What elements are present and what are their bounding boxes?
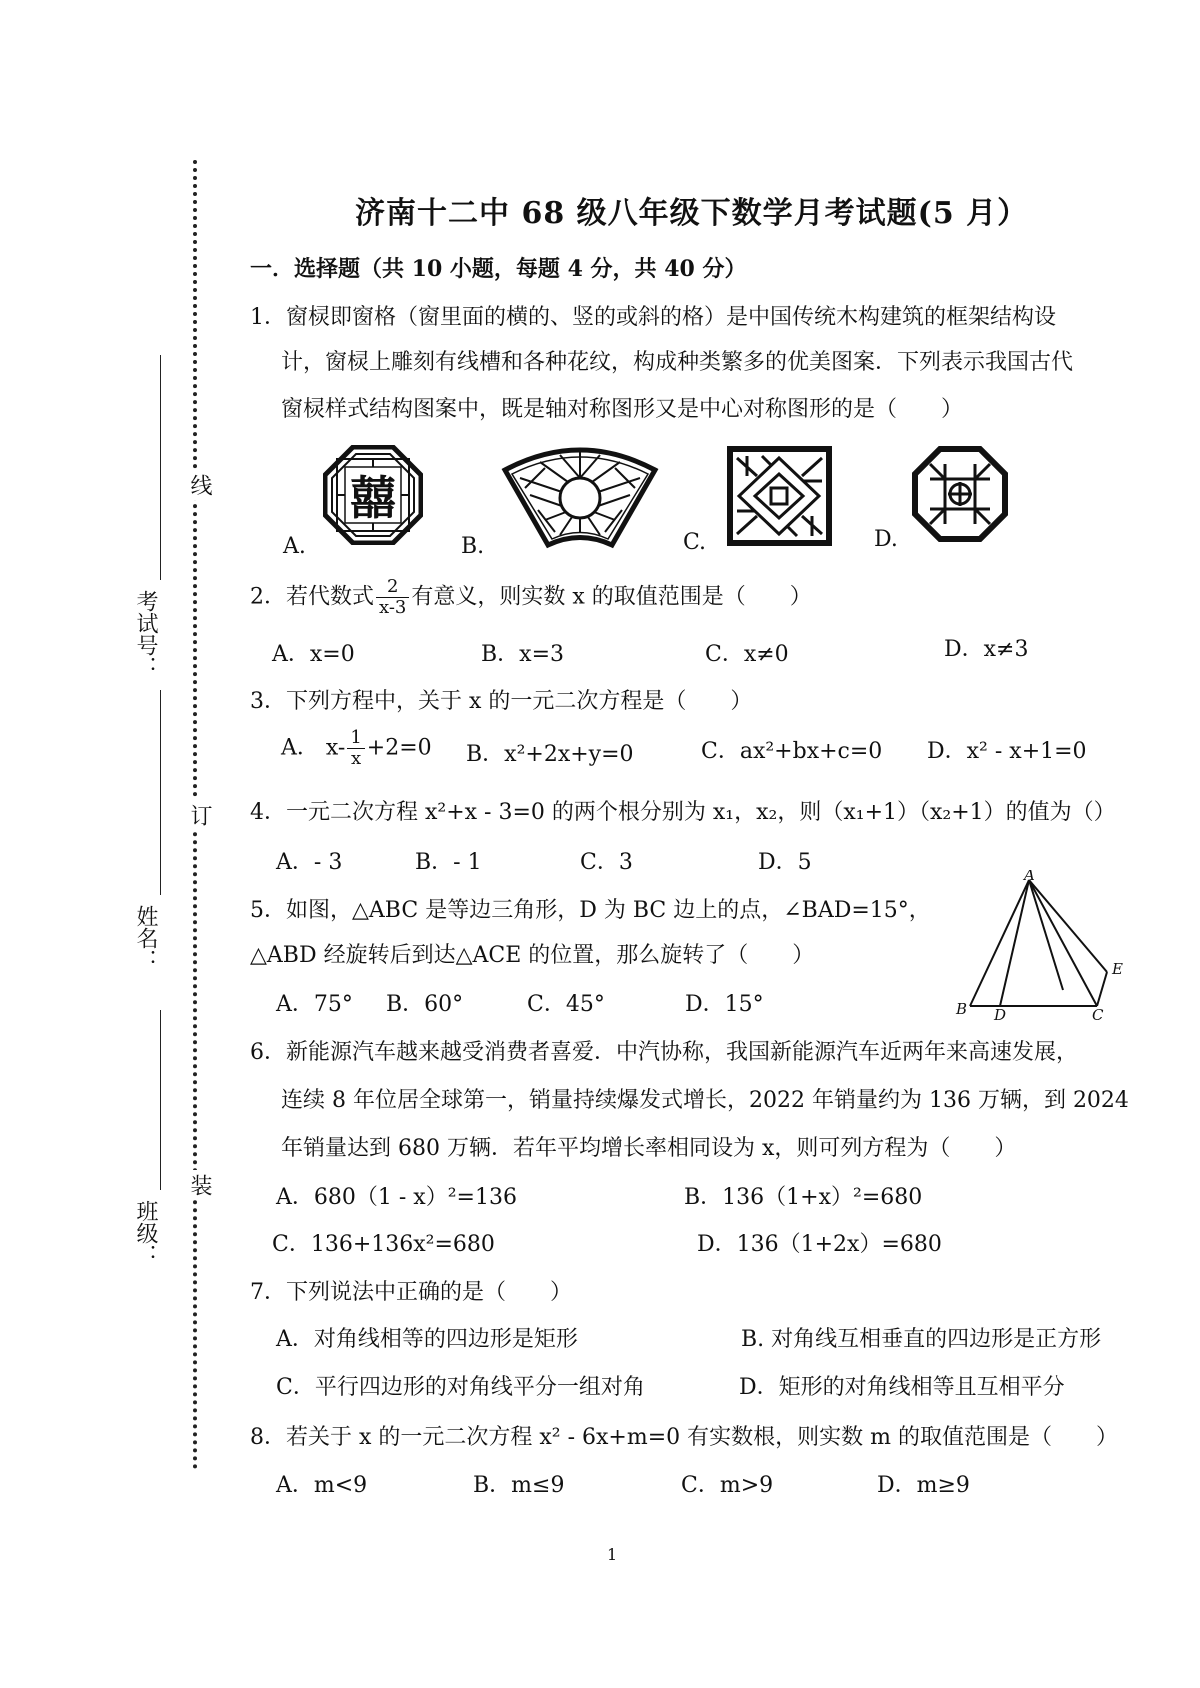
- q1-figure-d-octagon-grid-pattern: [912, 446, 1008, 542]
- q5-label-e: E: [1112, 960, 1123, 978]
- q1-figure-b-fan-pattern: [500, 440, 660, 550]
- q2-stem: [250, 577, 812, 618]
- q3-option-c: C．ax²+bx+c=0: [701, 739, 883, 764]
- q5-label-c: C: [1092, 1006, 1104, 1020]
- q7-option-b: B. 对角线互相垂直的四边形是正方形: [741, 1327, 1102, 1352]
- q2-option-c: C．x≠0: [705, 642, 789, 667]
- q1-line3: 窗棂样式结构图案中，既是轴对称图形又是中心对称图形的是（ ）: [281, 397, 964, 422]
- q6-option-a: A．680（1 - x）²=136: [276, 1185, 517, 1210]
- name-blank[interactable]: [160, 690, 161, 895]
- q6-line2: 连续 8 年位居全球第一，销量持续爆发式增长，2022 年销量约为 136 万辆，到 2024: [281, 1088, 1129, 1113]
- q2-fraction: [376, 577, 409, 618]
- q5-label-b: B: [956, 1000, 968, 1018]
- exam-number-blank[interactable]: [160, 355, 161, 580]
- q3-option-a-pre: A． x-: [281, 735, 346, 761]
- class-blank[interactable]: [160, 1010, 161, 1190]
- q2-fraction-denominator: x-3: [379, 596, 407, 618]
- q7-option-c: C．平行四边形的对角线平分一组对角: [276, 1375, 645, 1400]
- q4-stem: 4．一元二次方程 x²+x - 3=0 的两个根分别为 x₁，x₂，则（x₁+1）（x₂+1）的值为（）: [250, 800, 1116, 825]
- q5-label-d: D: [994, 1006, 1007, 1020]
- q5-option-d: D．15°: [685, 992, 764, 1017]
- q7-stem: 7．下列说法中正确的是（ ）: [250, 1280, 572, 1305]
- q4-option-b: B．- 1: [415, 850, 482, 875]
- q6-line3: 年销量达到 680 万辆．若年平均增长率相同设为 x，则可列方程为（ ）: [281, 1136, 1017, 1161]
- q1-option-b: B.: [461, 534, 485, 559]
- q6-option-d: D．136（1+2x）=680: [697, 1232, 942, 1257]
- binding-label-zhuang: 装: [184, 1170, 215, 1200]
- q3-option-a-fraction: [347, 728, 364, 769]
- q1-line1: 1．窗棂即窗格（窗里面的横的、竖的或斜的格）是中国传统木构建筑的框架结构设: [250, 305, 1056, 330]
- q4-option-d: D．5: [758, 850, 812, 875]
- q8-option-d: D．m≥9: [877, 1473, 970, 1498]
- q1-option-c: C.: [683, 530, 707, 555]
- page-title: 济南十二中 68 级八年级下数学月考试题(5 月）: [355, 196, 1029, 231]
- q3-option-d: D．x² - x+1=0: [927, 739, 1087, 764]
- q5-triangle-figure: [950, 870, 1130, 1020]
- q6-option-c: C．136+136x²=680: [272, 1232, 495, 1257]
- name-label: 姓名：: [133, 905, 158, 971]
- q2-stem-pre: 2．若代数式: [250, 584, 374, 610]
- q1-figure-c-lattice-pattern: [727, 446, 832, 546]
- q8-option-c: C．m>9: [681, 1473, 774, 1498]
- q3-option-a-post: +2=0: [366, 735, 432, 761]
- q2-option-a: A．x=0: [272, 642, 355, 667]
- q3-stem: 3．下列方程中，关于 x 的一元二次方程是（ ）: [250, 689, 753, 714]
- q8-stem: 8．若关于 x 的一元二次方程 x² - 6x+m=0 有实数根，则实数 m 的取值范围是（ ）: [250, 1425, 1119, 1450]
- q5-label-a: A: [1024, 870, 1035, 884]
- exam-number-label: 考试号：: [133, 590, 158, 678]
- q5-line1: 5．如图，△ABC 是等边三角形，D 为 BC 边上的点，∠BAD=15°，: [250, 898, 931, 923]
- q4-option-c: C．3: [580, 850, 633, 875]
- q4-option-a: A．- 3: [276, 850, 343, 875]
- q2-option-d: D．x≠3: [944, 637, 1029, 662]
- page-number: 1: [607, 1545, 618, 1564]
- q3-option-b: B．x²+2x+y=0: [466, 742, 634, 767]
- q1-option-a: A.: [283, 534, 306, 559]
- binding-label-ding: 订: [184, 800, 215, 830]
- q3-option-a-denominator: x: [350, 747, 362, 769]
- q8-option-a: A．m<9: [276, 1473, 368, 1498]
- q1-figure-a-window-pattern: [323, 445, 423, 545]
- class-label: 班级：: [133, 1200, 158, 1266]
- q1-line2: 计，窗棂上雕刻有线槽和各种花纹，构成种类繁多的优美图案．下列表示我国古代: [281, 350, 1074, 375]
- q6-line1: 6．新能源汽车越来越受消费者喜爱．中汽协称，我国新能源汽车近两年来高速发展，: [250, 1040, 1078, 1065]
- q2-option-b: B．x=3: [481, 642, 565, 667]
- q6-option-b: B．136（1+x）²=680: [684, 1185, 923, 1210]
- q1-option-d: D.: [874, 527, 898, 552]
- q7-option-d: D．矩形的对角线相等且互相平分: [739, 1375, 1065, 1400]
- q2-stem-post: 有意义，则实数 x 的取值范围是（ ）: [411, 584, 812, 610]
- section-heading: 一．选择题（共 10 小题，每题 4 分，共 40 分）: [250, 256, 747, 282]
- q5-line2: △ABD 经旋转后到达△ACE 的位置，那么旋转了（ ）: [250, 943, 815, 968]
- q7-option-a: A．对角线相等的四边形是矩形: [276, 1327, 578, 1352]
- q3-option-a: [281, 728, 432, 769]
- q5-option-b: B．60°: [386, 992, 464, 1017]
- q1-figure-a-character: 囍: [350, 471, 396, 525]
- binding-label-xian: 线: [184, 470, 215, 500]
- q5-option-c: C．45°: [527, 992, 605, 1017]
- q2-fraction-numerator: 2: [376, 577, 409, 598]
- q5-option-a: A．75°: [276, 992, 353, 1017]
- q8-option-b: B．m≤9: [473, 1473, 565, 1498]
- q3-option-a-numerator: 1: [347, 728, 364, 749]
